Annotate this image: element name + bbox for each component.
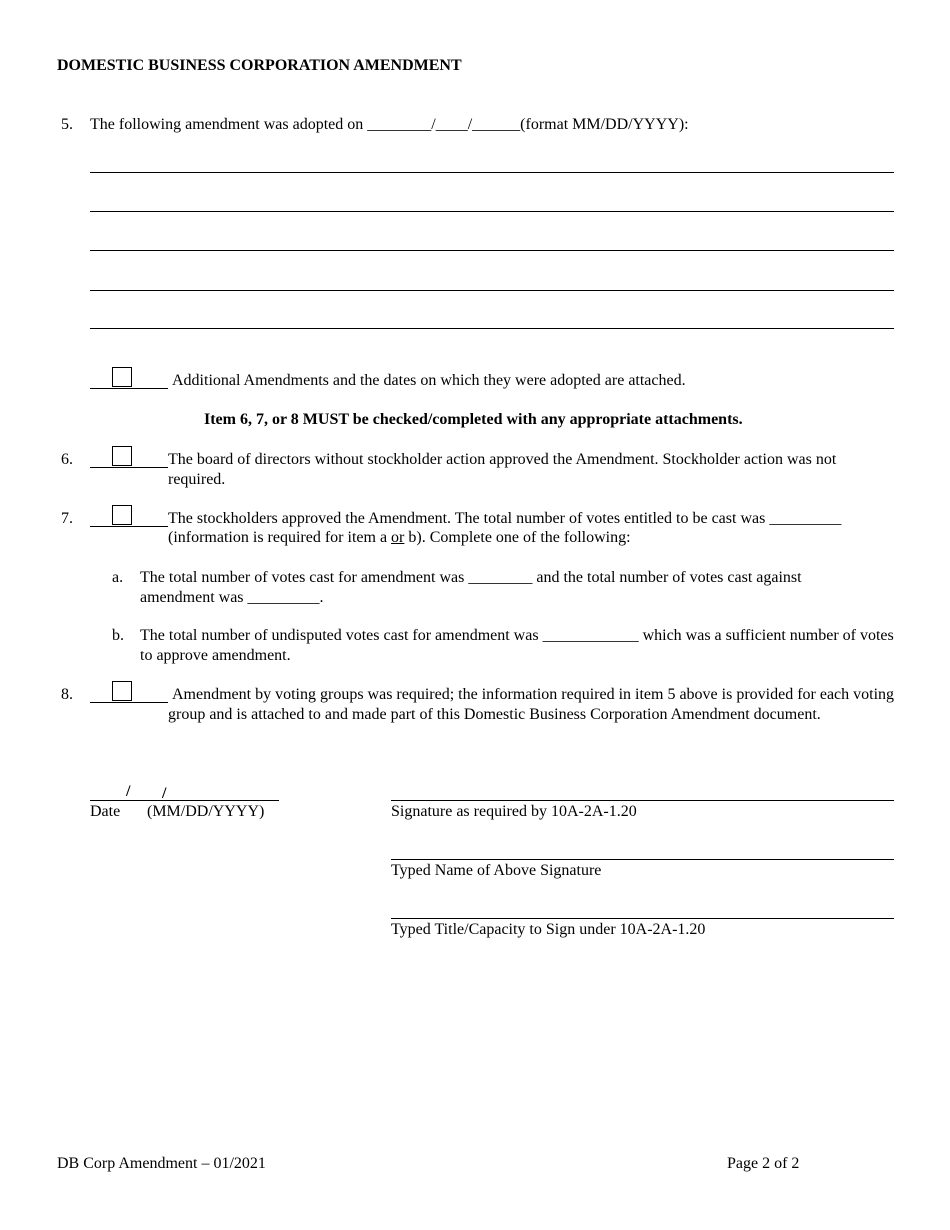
date-separator: / xyxy=(467,116,473,133)
typed-name-field[interactable] xyxy=(391,859,894,860)
adoption-month-field[interactable]: ________ xyxy=(367,116,432,133)
item-7b-text: The total number of undisputed votes cast for amendment was ____________ which was a sufficient number of votes to approve amendment. xyxy=(140,627,894,664)
checkbox-underline xyxy=(90,702,168,703)
date-format-label: (MM/DD/YYYY) xyxy=(147,803,265,820)
item-8-number: 8. xyxy=(61,686,73,703)
instruction-text: Item 6, 7, or 8 MUST be checked/completed with any appropriate attachments. xyxy=(204,411,743,428)
item-5-text xyxy=(90,115,689,135)
item-7-checkbox[interactable] xyxy=(112,505,132,525)
item-7-line-2: (information is required for item a or b). Complete one of the following: xyxy=(168,529,631,546)
checkbox-underline xyxy=(90,467,168,468)
adoption-year-field[interactable]: ______ xyxy=(472,116,521,133)
item-7b-label: b. xyxy=(112,627,124,644)
item-6-number: 6. xyxy=(61,451,73,468)
checkbox-underline xyxy=(90,388,168,389)
amendment-text-line-3[interactable] xyxy=(90,250,894,251)
item-8-text: Amendment by voting groups was required; the information required in item 5 above is provided for each voting group and is attached to and made part of this Domestic Business Corporation Amendment document. xyxy=(168,686,895,723)
amendment-text-line-5[interactable] xyxy=(90,328,894,329)
item-8-checkbox[interactable] xyxy=(112,681,132,701)
signature-field[interactable] xyxy=(391,800,894,801)
date-slash-2: / xyxy=(162,785,167,802)
date-label: Date xyxy=(90,803,121,820)
checkbox-underline xyxy=(90,526,168,527)
additional-amendments-label: Additional Amendments and the dates on which they were adopted are attached. xyxy=(172,372,686,389)
date-format-note: (format MM/DD/YYYY): xyxy=(520,116,689,133)
amendment-text-line-1[interactable] xyxy=(90,172,894,173)
item-7-number: 7. xyxy=(61,510,73,527)
footer-form-id: DB Corp Amendment – 01/2021 xyxy=(57,1155,266,1172)
date-slash-1: / xyxy=(126,783,131,800)
signature-date-field[interactable] xyxy=(90,800,279,801)
signature-label: Signature as required by 10A-2A-1.20 xyxy=(391,803,637,820)
item-6-checkbox[interactable] xyxy=(112,446,132,466)
item-7a-label: a. xyxy=(112,569,124,586)
amendment-text-line-4[interactable] xyxy=(90,290,894,291)
page-title: DOMESTIC BUSINESS CORPORATION AMENDMENT xyxy=(57,57,462,74)
item-7-line-1: The stockholders approved the Amendment. The total number of votes entitled to be cast was _________ xyxy=(168,510,842,527)
item-5-label: The following amendment was adopted on xyxy=(90,116,368,133)
typed-title-label: Typed Title/Capacity to Sign under 10A-2A-1.20 xyxy=(391,921,706,938)
date-separator: / xyxy=(431,116,436,133)
emphasis-or: or xyxy=(391,529,405,546)
item-5-number: 5. xyxy=(61,116,73,133)
adoption-day-field[interactable]: ____ xyxy=(435,116,468,133)
additional-amendments-checkbox[interactable] xyxy=(112,367,132,387)
footer-page-number: Page 2 of 2 xyxy=(727,1155,800,1172)
amendment-text-line-2[interactable] xyxy=(90,211,894,212)
item-6-text: The board of directors without stockholder action approved the Amendment. Stockholder action was not required. xyxy=(168,451,837,488)
item-7a-text: The total number of votes cast for amendment was ________ and the total number of votes cast against amendment was _________. xyxy=(140,569,802,606)
typed-name-label: Typed Name of Above Signature xyxy=(391,862,602,879)
typed-title-field[interactable] xyxy=(391,918,894,919)
